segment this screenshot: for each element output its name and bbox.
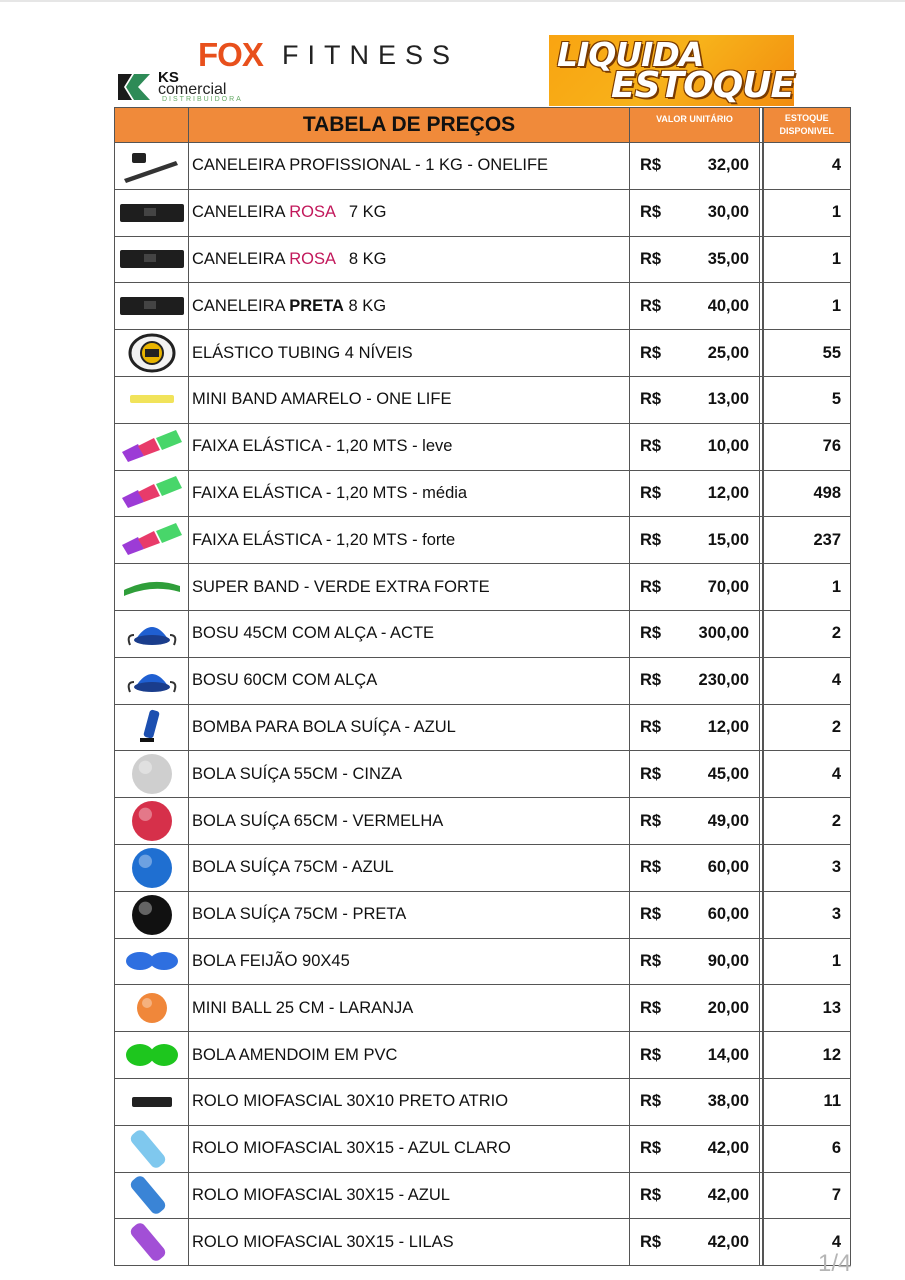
price-value: 25,00 [707,343,749,362]
price-value: 38,00 [707,1092,749,1111]
description-text: MINI BALL 25 CM - LARANJA [192,998,414,1017]
description-text: ROLO MIOFASCIAL 30X15 - AZUL [192,1185,450,1204]
table-row [115,1125,851,1172]
price-value: 300,00 [698,624,749,643]
gray-ball-icon [118,753,186,795]
price-wrap [630,390,759,409]
product-description [189,283,630,330]
table-row [115,751,851,798]
price-wrap [630,344,759,363]
description-suffix: 8 KG [343,296,387,315]
product-description [189,891,630,938]
ks-comercial-logo [116,69,276,108]
green-peanut-ball-icon [118,1034,186,1076]
product-image-cell [115,657,189,704]
currency-symbol: R$ [640,951,662,970]
unit-price-cell [630,470,760,517]
currency-symbol: R$ [640,343,662,362]
ks-name: KS [158,69,179,86]
product-description [189,938,630,985]
ks-comercial-text: comercial [158,81,227,98]
unit-price-cell [630,423,760,470]
light-blue-roller-icon [118,1128,186,1170]
product-description [189,330,630,377]
unit-price-cell [630,330,760,377]
price-wrap [630,1186,759,1205]
description-text: BOLA SUÍÇA 65CM - VERMELHA [192,811,444,830]
price-value: 12,00 [707,483,749,502]
stock-quantity: 2 [763,798,851,845]
product-image-cell [115,143,189,190]
stock-quantity: 4 [763,751,851,798]
stock-column-header [763,108,851,143]
stock-quantity: 6 [763,1125,851,1172]
table-row [115,1078,851,1125]
price-wrap [630,437,759,456]
liquida-estoque-banner [549,35,794,106]
product-image-cell [115,189,189,236]
stock-quantity: 5 [763,376,851,423]
elastic-bands-icon [118,472,186,514]
pump-icon [118,706,186,748]
unit-price-cell [630,1032,760,1079]
ks-logo-icon [116,72,152,102]
price-value: 42,00 [707,1139,749,1158]
currency-symbol: R$ [640,577,662,596]
stock-quantity: 498 [763,470,851,517]
product-description [189,470,630,517]
blue-roller-icon [118,1174,186,1216]
currency-symbol: R$ [640,858,662,877]
table-row [115,423,851,470]
description-text: BOMBA PARA BOLA SUÍÇA - AZUL [192,717,456,736]
product-image-cell [115,470,189,517]
elastic-bands-icon [118,426,186,468]
price-value: 30,00 [707,203,749,222]
table-row [115,517,851,564]
table-row [115,938,851,985]
product-description [189,610,630,657]
description-text: BOLA SUÍÇA 75CM - PRETA [192,905,407,924]
currency-symbol: R$ [640,1232,662,1251]
table-row [115,985,851,1032]
currency-symbol: R$ [640,1139,662,1158]
description-text: BOSU 60CM COM ALÇA [192,671,378,690]
product-description [189,143,630,190]
stock-quantity: 1 [763,189,851,236]
price-value: 42,00 [707,1232,749,1251]
price-wrap [630,297,759,316]
price-wrap [630,1046,759,1065]
product-image-cell [115,610,189,657]
currency-symbol: R$ [640,905,662,924]
price-value: 40,00 [707,296,749,315]
unit-price-cell [630,236,760,283]
description-text: FAIXA ELÁSTICA - 1,20 MTS - média [192,483,468,502]
price-wrap [630,531,759,550]
currency-symbol: R$ [640,1045,662,1064]
description-text: CANELEIRA PROFISSIONAL - 1 KG - ONELIFE [192,156,549,175]
unit-price-cell [630,751,760,798]
unit-price-cell [630,844,760,891]
unit-price-cell [630,564,760,611]
price-value: 90,00 [707,951,749,970]
currency-symbol: R$ [640,671,662,690]
peanut-ball-icon [118,940,186,982]
currency-symbol: R$ [640,764,662,783]
table-row [115,1219,851,1266]
currency-symbol: R$ [640,203,662,222]
product-description [189,798,630,845]
price-value: 60,00 [707,858,749,877]
banner-line-1: LIQUIDA [557,35,704,74]
product-description [189,1078,630,1125]
description-text: FAIXA ELÁSTICA - 1,20 MTS - leve [192,437,453,456]
bosu-icon [118,613,186,655]
table-row [115,189,851,236]
stock-quantity: 4 [763,657,851,704]
product-description [189,1032,630,1079]
description-text: CANELEIRA [192,296,290,315]
currency-symbol: R$ [640,1185,662,1204]
stock-quantity: 237 [763,517,851,564]
table-row [115,610,851,657]
description-highlight: ROSA [289,249,336,268]
unit-price-cell [630,283,760,330]
product-image-cell [115,938,189,985]
price-wrap [630,999,759,1018]
product-image-cell [115,1219,189,1266]
product-image-cell [115,1032,189,1079]
product-description [189,657,630,704]
product-image-cell [115,517,189,564]
stock-quantity: 3 [763,844,851,891]
price-value: 15,00 [707,530,749,549]
stock-header-line-2: DISPONIVEL [779,126,834,136]
price-wrap [630,858,759,877]
price-value: 10,00 [707,437,749,456]
description-highlight: PRETA [289,296,344,315]
description-text: ROLO MIOFASCIAL 30X15 - LILAS [192,1232,454,1251]
unit-price-cell [630,985,760,1032]
description-highlight: ROSA [289,203,336,222]
description-text: BOLA FEIJÃO 90X45 [192,951,350,970]
product-description [189,564,630,611]
description-text: CANELEIRA [192,249,290,268]
stock-quantity: 12 [763,1032,851,1079]
stock-header-line-1: ESTOQUE [784,113,829,123]
price-wrap [630,1139,759,1158]
price-wrap [630,484,759,503]
unit-price-cell [630,798,760,845]
fox-logo: FOX [198,36,263,73]
table-row [115,1032,851,1079]
description-text: BOSU 45CM COM ALÇA - ACTE [192,624,435,643]
price-wrap [630,905,759,924]
table-row [115,657,851,704]
price-column-header: VALOR UNITÁRIO [630,108,760,143]
product-description [189,985,630,1032]
description-text: BOLA SUÍÇA 55CM - CINZA [192,764,402,783]
ankle-weight-strap-icon [118,145,186,187]
table-row [115,798,851,845]
mini-band-icon [118,379,186,421]
price-value: 35,00 [707,249,749,268]
product-description [189,423,630,470]
blue-ball-icon [118,847,186,889]
description-text: ROLO MIOFASCIAL 30X10 PRETO ATRIO [192,1092,509,1111]
price-value: 32,00 [707,156,749,175]
fitness-wordmark: FITNESS [282,40,460,70]
banner-line-2: ESTOQUE [611,65,795,106]
unit-price-cell [630,517,760,564]
product-description [189,844,630,891]
product-image-cell [115,751,189,798]
unit-price-cell [630,704,760,751]
tubing-icon [118,332,186,374]
currency-symbol: R$ [640,811,662,830]
stock-quantity: 1 [763,283,851,330]
currency-symbol: R$ [640,437,662,456]
unit-price-cell [630,657,760,704]
description-suffix: 8 KG [335,249,387,268]
table-row [115,143,851,190]
price-value: 60,00 [707,905,749,924]
price-wrap [630,624,759,643]
currency-symbol: R$ [640,390,662,409]
stock-quantity: 4 [763,1219,851,1266]
currency-symbol: R$ [640,717,662,736]
currency-symbol: R$ [640,156,662,175]
table-row [115,1172,851,1219]
stock-quantity: 3 [763,891,851,938]
table-row [115,376,851,423]
unit-price-cell [630,610,760,657]
orange-ball-icon [118,987,186,1029]
price-wrap [630,952,759,971]
description-text: ROLO MIOFASCIAL 30X15 - AZUL CLARO [192,1139,511,1158]
product-description [189,704,630,751]
black-ball-icon [118,894,186,936]
product-image-cell [115,283,189,330]
elastic-bands-icon [118,519,186,561]
table-row [115,470,851,517]
stock-quantity: 7 [763,1172,851,1219]
header-image-cell [115,108,189,143]
product-image-cell [115,1078,189,1125]
stock-quantity: 76 [763,423,851,470]
product-image-cell [115,376,189,423]
currency-symbol: R$ [640,998,662,1017]
currency-symbol: R$ [640,483,662,502]
price-table [114,107,851,1266]
currency-symbol: R$ [640,530,662,549]
ankle-weight-icon [118,238,186,280]
table-row [115,844,851,891]
table-row [115,330,851,377]
product-description [189,517,630,564]
price-wrap [630,671,759,690]
currency-symbol: R$ [640,624,662,643]
product-image-cell [115,1172,189,1219]
unit-price-cell [630,376,760,423]
stock-quantity: 2 [763,610,851,657]
product-image-cell [115,704,189,751]
table-row [115,564,851,611]
product-description [189,751,630,798]
price-value: 20,00 [707,998,749,1017]
price-value: 230,00 [698,671,749,690]
price-value: 13,00 [707,390,749,409]
stock-quantity: 4 [763,143,851,190]
table-row [115,891,851,938]
price-value: 49,00 [707,811,749,830]
product-image-cell [115,1125,189,1172]
price-wrap [630,765,759,784]
unit-price-cell [630,891,760,938]
price-value: 12,00 [707,717,749,736]
stock-quantity: 1 [763,564,851,611]
product-description [189,236,630,283]
description-text: BOLA AMENDOIM EM PVC [192,1045,398,1064]
ankle-weight-icon [118,192,186,234]
product-image-cell [115,891,189,938]
table-body [115,143,851,1266]
price-value: 70,00 [707,577,749,596]
currency-symbol: R$ [640,296,662,315]
table-row [115,704,851,751]
price-value: 45,00 [707,764,749,783]
description-text: CANELEIRA [192,203,290,222]
table-row [115,283,851,330]
product-description [189,376,630,423]
product-image-cell [115,330,189,377]
red-ball-icon [118,800,186,842]
stock-quantity: 2 [763,704,851,751]
unit-price-cell [630,938,760,985]
ankle-weight-icon [118,285,186,327]
price-wrap [630,250,759,269]
super-band-icon [118,566,186,608]
product-description [189,1172,630,1219]
price-value: 42,00 [707,1185,749,1204]
table-header-row [115,108,851,143]
table-title: TABELA DE PREÇOS [189,108,630,143]
black-roller-icon [118,1081,186,1123]
product-image-cell [115,985,189,1032]
header [0,0,905,108]
page-indicator: 1/4 [818,1250,852,1277]
price-value: 14,00 [707,1045,749,1064]
unit-price-cell [630,1172,760,1219]
product-image-cell [115,423,189,470]
currency-symbol: R$ [640,249,662,268]
description-text: BOLA SUÍÇA 75CM - AZUL [192,858,394,877]
stock-quantity: 13 [763,985,851,1032]
stock-quantity: 1 [763,938,851,985]
price-wrap [630,156,759,175]
lilac-roller-icon [118,1221,186,1263]
product-image-cell [115,844,189,891]
unit-price-cell [630,1125,760,1172]
stock-quantity: 1 [763,236,851,283]
description-suffix: 7 KG [335,203,387,222]
table-row [115,236,851,283]
description-text: ELÁSTICO TUBING 4 NÍVEIS [192,343,413,362]
product-image-cell [115,236,189,283]
unit-price-cell [630,189,760,236]
product-image-cell [115,798,189,845]
product-description [189,1125,630,1172]
price-wrap [630,203,759,222]
currency-symbol: R$ [640,1092,662,1111]
price-wrap [630,1233,759,1252]
price-wrap [630,578,759,597]
price-wrap [630,718,759,737]
stock-quantity: 11 [763,1078,851,1125]
price-wrap [630,1092,759,1111]
product-description [189,1219,630,1266]
description-text: SUPER BAND - VERDE EXTRA FORTE [192,577,490,596]
stock-quantity: 55 [763,330,851,377]
product-description [189,189,630,236]
unit-price-cell [630,1078,760,1125]
unit-price-cell [630,1219,760,1266]
description-text: FAIXA ELÁSTICA - 1,20 MTS - forte [192,530,456,549]
price-wrap [630,812,759,831]
description-text: MINI BAND AMARELO - ONE LIFE [192,390,452,409]
unit-price-cell [630,143,760,190]
product-image-cell [115,564,189,611]
ks-distribuidora-text: DISTRIBUIDORA [162,96,243,103]
bosu-icon [118,660,186,702]
